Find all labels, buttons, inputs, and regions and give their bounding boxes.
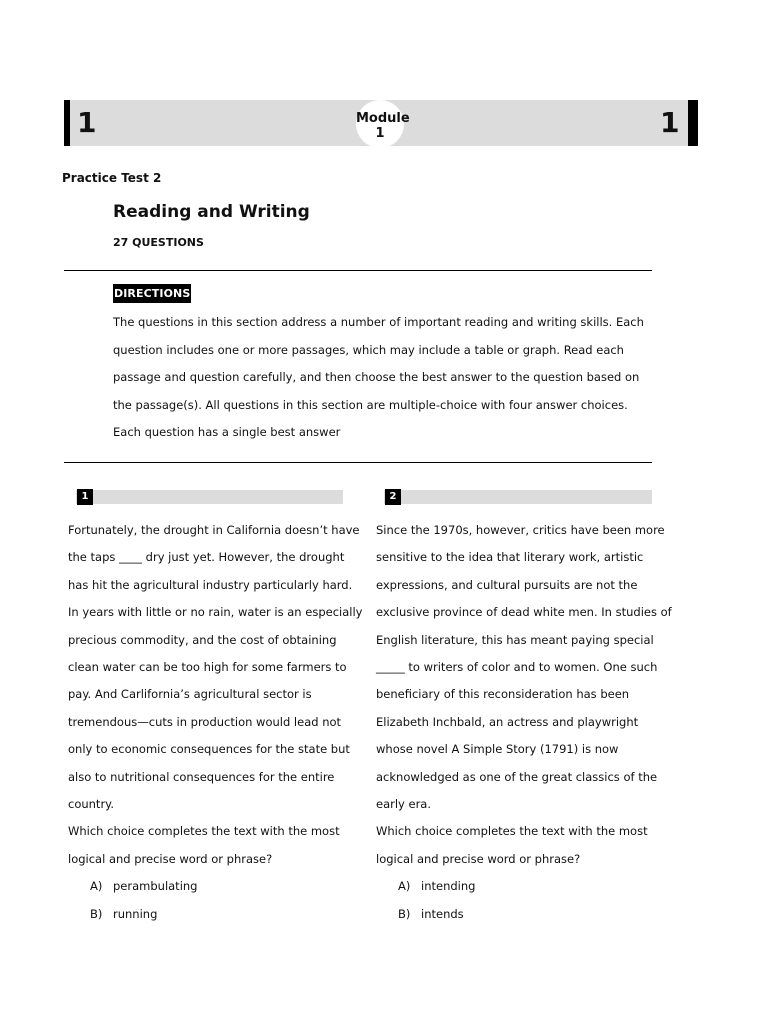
choice-text: intends — [421, 906, 464, 921]
question-2-prompt: Which choice completes the text with the most logical and precise word or phrase? — [376, 824, 648, 866]
choice-text: running — [113, 906, 158, 921]
question-2-choice-b[interactable] — [376, 901, 676, 928]
question-1-choice-b[interactable] — [68, 901, 364, 928]
banner-left-number: 1 — [77, 106, 97, 139]
question-1-prompt: Which choice completes the text with the most logical and precise word or phrase? — [68, 824, 340, 866]
choice-letter: B) — [90, 906, 103, 921]
banner-left-bar — [64, 100, 70, 146]
section-title: Reading and Writing — [113, 202, 310, 222]
question-2 — [376, 517, 676, 928]
question-2-header-bar — [384, 490, 652, 504]
choice-letter: A) — [398, 879, 411, 894]
module-label: Module — [356, 111, 410, 126]
question-2-choices — [376, 873, 676, 928]
banner-right-number: 1 — [660, 106, 680, 139]
directions-text: The questions in this section address a number of important reading and writing skills. Each question includes one or more passages, which may include a table or graph. Read each passage and question carefully, and then choose the best answer to the question based on the passage(s). All questions in this section are multiple-choice with four answer choices. Each question has a single best answer — [113, 315, 644, 439]
choice-letter: B) — [398, 906, 411, 921]
question-1-header-bar — [76, 490, 343, 504]
question-1-choices — [68, 873, 364, 928]
question-1-number: 1 — [77, 489, 93, 505]
top-divider — [64, 270, 652, 271]
question-2-choice-a[interactable] — [376, 873, 676, 900]
module-badge — [356, 100, 410, 148]
practice-test-label: Practice Test 2 — [62, 171, 162, 185]
choice-letter: A) — [90, 879, 103, 894]
directions-tag: DIRECTIONS — [113, 284, 191, 303]
question-1-passage: Fortunately, the drought in California doesn’t have the taps ____ dry just yet. However, the drought has hit the agricultural industry particularly hard. In years with little or no rain, water is an especially precious commodity, and the cost of obtaining clean water can be too high for some farmers to pay. And Carlifornia’s agricultural sector is tremendous—cuts in production would lead not only to economic consequences for the state but also to nutritional consequences for the entire country. — [68, 523, 363, 812]
bottom-divider — [64, 462, 652, 463]
module-number: 1 — [375, 126, 385, 141]
question-count: 27 QUESTIONS — [113, 236, 204, 249]
question-2-number: 2 — [385, 489, 401, 505]
question-1-choice-a[interactable] — [68, 873, 364, 900]
question-2-passage: Since the 1970s, however, critics have been more sensitive to the idea that literary work, artistic expressions, and cultural pursuits are not the exclusive province of dead white men. In studies of English literature, this has meant paying special _____ to writers of color and to women. One such beneficiary of this reconsideration has been Elizabeth Inchbald, an actress and playwright whose novel A Simple Story (1791) is now acknowledged as one of the great classics of the early era. — [376, 523, 672, 812]
choice-text: perambulating — [113, 879, 198, 894]
choice-text: intending — [421, 879, 476, 894]
question-1 — [68, 517, 364, 928]
banner-right-bar — [688, 100, 698, 146]
